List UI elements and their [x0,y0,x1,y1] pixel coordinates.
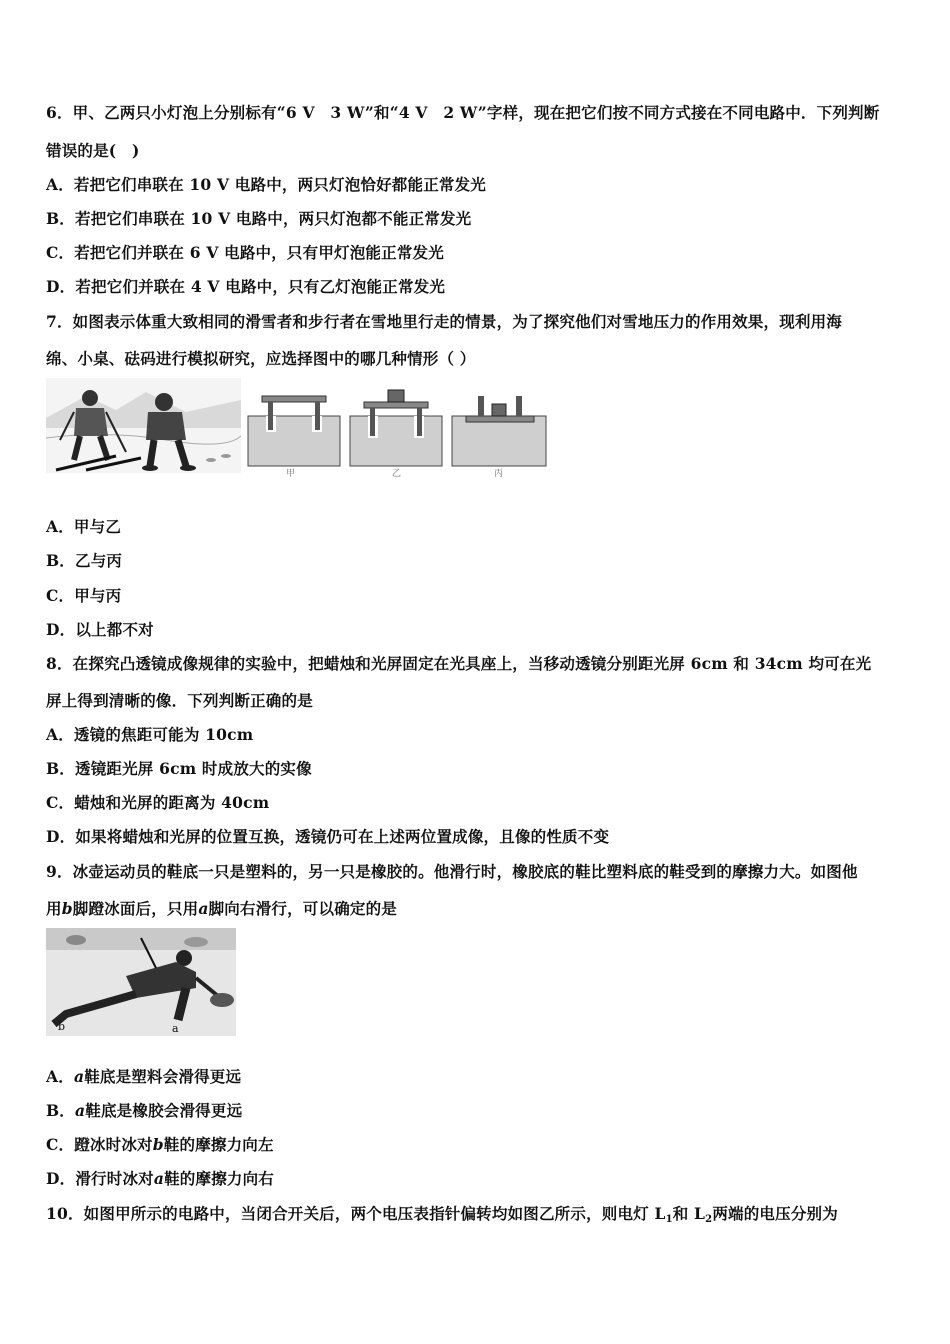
q7-stem-line1: 7．如图表示体重大致相同的滑雪者和步行者在雪地里行走的情景，为了探究他们对雪地压力的作用效果，现利用海 [46,312,842,331]
figure-label-a: a [172,1022,179,1035]
q9-option-b: B．a鞋底是橡胶会滑得更远 [46,1101,243,1120]
q6-option-a: A．若把它们串联在 10 V 电路中，两只灯泡恰好都能正常发光 [46,175,487,194]
q8-option-a: A．透镜的焦距可能为 10cm [46,725,254,744]
q8-option-c: C．蜡烛和光屏的距离为 40cm [46,793,270,812]
q8-option-b: B．透镜距光屏 6cm 时成放大的实像 [46,759,312,778]
q7-option-c: C．甲与丙 [46,586,122,605]
q6-stem-line1: 6．甲、乙两只小灯泡上分别标有“6 V 3 W”和“4 V 2 W”字样，现在把它们按不同方式接在不同电路中．下列判断 [46,103,880,122]
figure-label-bing: 丙 [494,469,504,479]
setup-bing [452,396,546,466]
q7-option-a: A．甲与乙 [46,517,122,536]
q6-stem-line2: 错误的是( ) [46,141,140,160]
q8-stem-line2: 屏上得到清晰的像．下列判断正确的是 [46,691,313,710]
setup-yi [350,390,442,466]
curling-figure [46,928,236,1036]
figure-label-b: b [58,1020,66,1033]
sponge-table-figure [244,382,554,477]
q8-option-d: D．如果将蜡烛和光屏的位置互换，透镜仍可在上述两位置成像，且像的性质不变 [46,827,610,846]
q10-stem: 10．如图甲所示的电路中，当闭合开关后，两个电压表指针偏转均如图乙所示，则电灯 $L_1$和 $L_2$两端的电压分别为 [46,1204,838,1225]
q6-option-d: D．若把它们并联在 4 V 电路中，只有乙灯泡能正常发光 [46,277,446,296]
q9-option-d: D．滑行时冰对a鞋的摩擦力向右 [46,1169,274,1188]
skier-walker-figure [46,378,241,473]
setup-jia [248,396,340,466]
q8-stem-line1: 8．在探究凸透镜成像规律的实验中，把蜡烛和光屏固定在光具座上，当移动透镜分别距光屏 6cm 和 34cm 均可在光 [46,654,872,673]
figure-label-yi: 乙 [392,469,402,479]
q7-stem-line2: 绵、小桌、砝码进行模拟研究，应选择图中的哪几种情形（ ） [46,349,476,368]
q9-stem-line2: 用b脚蹬冰面后，只用a脚向右滑行，可以确定的是 [46,899,398,918]
q7-option-d: D．以上都不对 [46,620,154,639]
q6-option-b: B．若把它们串联在 10 V 电路中，两只灯泡都不能正常发光 [46,209,472,228]
q7-option-b: B．乙与丙 [46,551,123,570]
q9-stem-line1: 9．冰壶运动员的鞋底一只是塑料的，另一只是橡胶的。他滑行时，橡胶底的鞋比塑料底的鞋受到的摩擦力大。如图他 [46,862,858,881]
figure-label-jia: 甲 [286,469,296,479]
q9-option-a: A．a鞋底是塑料会滑得更远 [46,1067,242,1086]
q6-option-c: C．若把它们并联在 6 V 电路中，只有甲灯泡能正常发光 [46,243,444,262]
q9-option-c: C．蹬冰时冰对b鞋的摩擦力向左 [46,1135,274,1154]
